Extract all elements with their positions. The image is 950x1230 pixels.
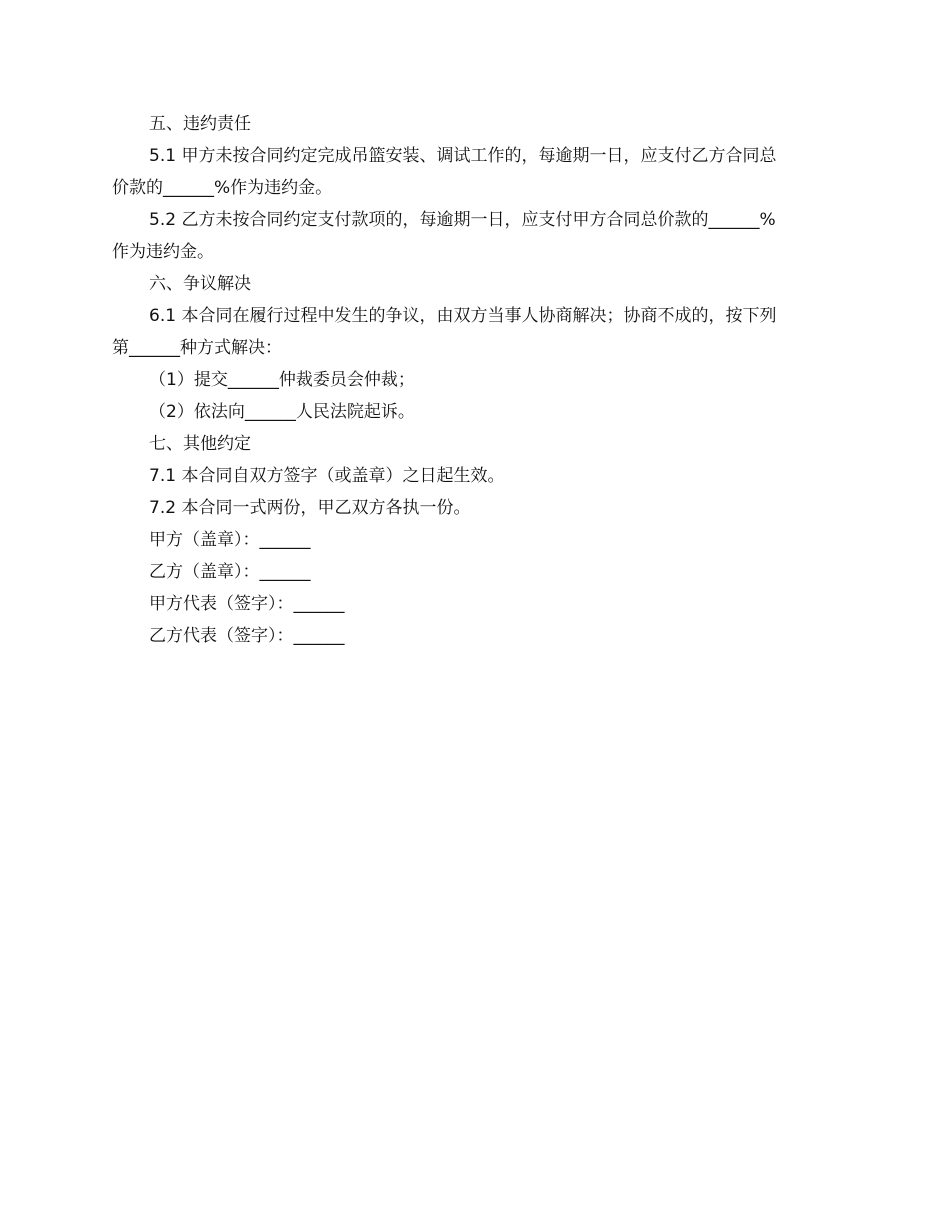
clause-5-2 — [112, 204, 836, 268]
section-heading-other: 七、其他约定 — [149, 434, 251, 454]
signature-party-a-seal: 甲方（盖章）：______ — [149, 530, 311, 550]
clause-6-1-line-2: 第______种方式解决： — [112, 338, 282, 358]
dispute-option-arbitration: （1）提交______仲裁委员会仲裁； — [149, 370, 415, 390]
signature-party-b-seal: 乙方（盖章）：______ — [149, 562, 311, 582]
clause-7-2: 7.2 本合同一式两份，甲乙双方各执一份。 — [149, 498, 471, 518]
contract-page — [112, 108, 836, 652]
clause-5-1 — [112, 140, 836, 204]
clause-5-1-line-2: 价款的______%作为违约金。 — [112, 178, 333, 198]
signature-party-b-rep: 乙方代表（签字）：______ — [149, 626, 345, 646]
clause-5-1-line-1: 5.1 甲方未按合同约定完成吊篮安装、调试工作的，每逾期一日，应支付乙方合同总 — [149, 146, 777, 166]
clause-5-2-line-2: 作为违约金。 — [112, 242, 214, 262]
dispute-option-court: （2）依法向______人民法院起诉。 — [149, 402, 415, 422]
section-heading-breach: 五、违约责任 — [149, 114, 251, 134]
clause-6-1 — [112, 300, 836, 364]
clause-5-2-line-1: 5.2 乙方未按合同约定支付款项的，每逾期一日，应支付甲方合同总价款的______% — [149, 210, 776, 230]
section-heading-dispute: 六、争议解决 — [149, 274, 251, 294]
clause-7-1: 7.1 本合同自双方签字（或盖章）之日起生效。 — [149, 466, 505, 486]
signature-party-a-rep: 甲方代表（签字）：______ — [149, 594, 345, 614]
clause-6-1-line-1: 6.1 本合同在履行过程中发生的争议，由双方当事人协商解决；协商不成的，按下列 — [149, 306, 777, 326]
